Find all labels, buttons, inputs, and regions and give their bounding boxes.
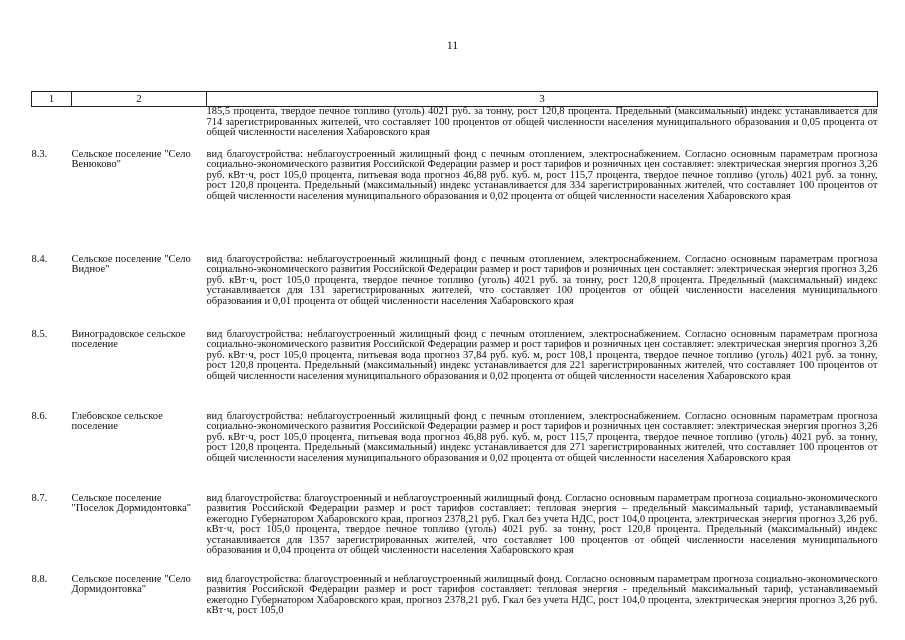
table-row (32, 575, 878, 617)
continuation-row (32, 107, 878, 150)
row-number: 8.3. (31, 148, 48, 160)
table-row (32, 330, 878, 412)
row-description: вид благоустройства: неблагоустроенный жилищный фонд с печным отоплением, электроснабжением. Согласно основным параметрам прогноза социально-экономического развития Российской Федерации размер и рост тарифов и розничных цен составляет: электрическая энергия прогноз 3,26 руб. кВт·ч, рост 105,0 процента, питьевая вода прогноз 46,88 руб. куб. м, рост 115,7 процента, твердое печное топливо (уголь) 4021 руб. за тонну, рост 120,8 процента. Предельный (максимальный) индекс устанавливается для 334 зарегистрированных жителей, что составляет 100 процентов от общей численности населения муниципального образования и 0,02 процента от общей численности населения Хабаровского края (206, 148, 878, 202)
row-number: 8.7. (31, 492, 48, 504)
table-row (32, 412, 878, 494)
row-description: вид благоустройства: неблагоустроенный жилищный фонд с печным отоплением, электроснабжением. Согласно основным параметрам прогноза социально-экономического развития Российской Федерации размер и рост тарифов и розничных цен составляет: электрическая энергия прогноз 3,26 руб. кВт·ч, рост 105,0 процента, питьевая вода прогноз 46,88 руб. куб. м, рост 115,7 процента, твердое печное топливо (уголь) 4021 руб. за тонну, рост 120,8 процента. Предельный (максимальный) индекс устанавливается для 271 зарегистрированных жителей, что составляет 100 процентов от общей численности населения муниципального образования и 0,02 процента от общей численности населения Хабаровского края (206, 410, 878, 464)
row-number: 8.6. (31, 410, 48, 422)
settlement-name: Сельское поселение "Село Венюково" (71, 148, 191, 171)
page-number: 11 (446, 38, 459, 52)
header-row (32, 92, 878, 107)
table-row (32, 494, 878, 575)
row-description: вид благоустройства: неблагоустроенный жилищный фонд с печным отоплением, электроснабжением. Согласно основным параметрам прогноза социально-экономического развития Российской Федерации размер и рост тарифов и розничных цен составляет: электрическая энергия прогноз 3,26 руб. кВт·ч, рост 105,0 процента, твердое печное топливо (уголь) 4021 руб. за тонну, рост 120,8 процента. Предельный (максимальный) индекс устанавливается для 131 зарегистрированных жителей, что составляет 100 процентов от общей численности населения муниципального образования и 0,01 процента от общей численности населения Хабаровского края (206, 253, 878, 307)
settlement-name: Сельское поселение "Поселок Дормидонтовка" (71, 492, 192, 515)
row-description: вид благоустройства: неблагоустроенный жилищный фонд с печным отоплением, электроснабжением. Согласно основным параметрам прогноза социально-экономического развития Российской Федерации размер и рост тарифов и розничных цен составляет: электрическая энергия прогноз 3,26 руб. кВт·ч, рост 105,0 процента, питьевая вода прогноз 37,84 руб. куб. м, рост 108,1 процента, твердое печное топливо (уголь) 4021 руб. за тонну, рост 120,8 процента. Предельный (максимальный) индекс устанавливается для 221 зарегистрированных жителей, что составляет 100 процентов от общей численности населения муниципального образования и 0,02 процента от общей численности населения Хабаровского края (206, 328, 878, 382)
column-header-3: 3 (207, 92, 878, 107)
settlement-name: Виноградовское сельское поселение (71, 328, 186, 351)
row-number: 8.8. (31, 573, 48, 585)
row-number: 8.4. (31, 253, 48, 265)
column-header-1: 1 (32, 92, 72, 107)
row-description: вид благоустройства: благоустроенный и неблагоустроенный жилищный фонд. Согласно основным параметрам прогноза социально-экономического развития Российской Федерации размер и рост тарифов составляет: тепловая энергия - предельный максимальный тариф, устанавливаемый ежегодно Губернатором Хабаровского края, прогноз 2378,21 руб. Гкал без учета НДС, рост 104,0 процента, электрическая энергия прогноз 3,26 руб. кВт·ч, рост 105,0 (206, 573, 878, 617)
settlement-name: Сельское поселение "Село Дормидонтовка" (71, 573, 191, 596)
row-description: вид благоустройства: благоустроенный и неблагоустроенный жилищный фонд. Согласно основным параметрам прогноза социально-экономического развития Российской Федерации размер и рост тарифов составляет: тепловая энергия – предельный максимальный тариф, устанавливаемый ежегодно Губернатором Хабаровского края, прогноз 2378,21 руб. Гкал без учета НДС, рост 104,0 процента, электрическая энергия прогноз 3,26 руб. кВт·ч, рост 105,0 процента, твердое печное топливо (уголь) 4021 руб. за тонну, рост 120,8 процента. Предельный (максимальный) индекс устанавливается для 1357 зарегистрированных жителей, что составляет 100 процентов от общей численности населения муниципального образования и 0,04 процента от общей численности населения Хабаровского края (206, 492, 878, 557)
table-row (32, 255, 878, 330)
continuation-text: 185,5 процента, твердое печное топливо (уголь) 4021 руб. за тонну, рост 120,8 процента. Предельный (максимальный) индекс устанавливается для 714 зарегистрированных жителей, что составляет 100 процентов от общей численности населения муниципального образования и 0,05 процента от общей численности населения Хабаровского края (206, 106, 878, 139)
row-number: 8.5. (31, 328, 48, 340)
tariff-table (31, 91, 878, 617)
settlement-name: Сельское поселение "Село Видное" (71, 253, 191, 276)
table-row (32, 150, 878, 255)
settlement-name: Глебовское сельское поселение (71, 410, 163, 433)
column-header-2: 2 (72, 92, 207, 107)
